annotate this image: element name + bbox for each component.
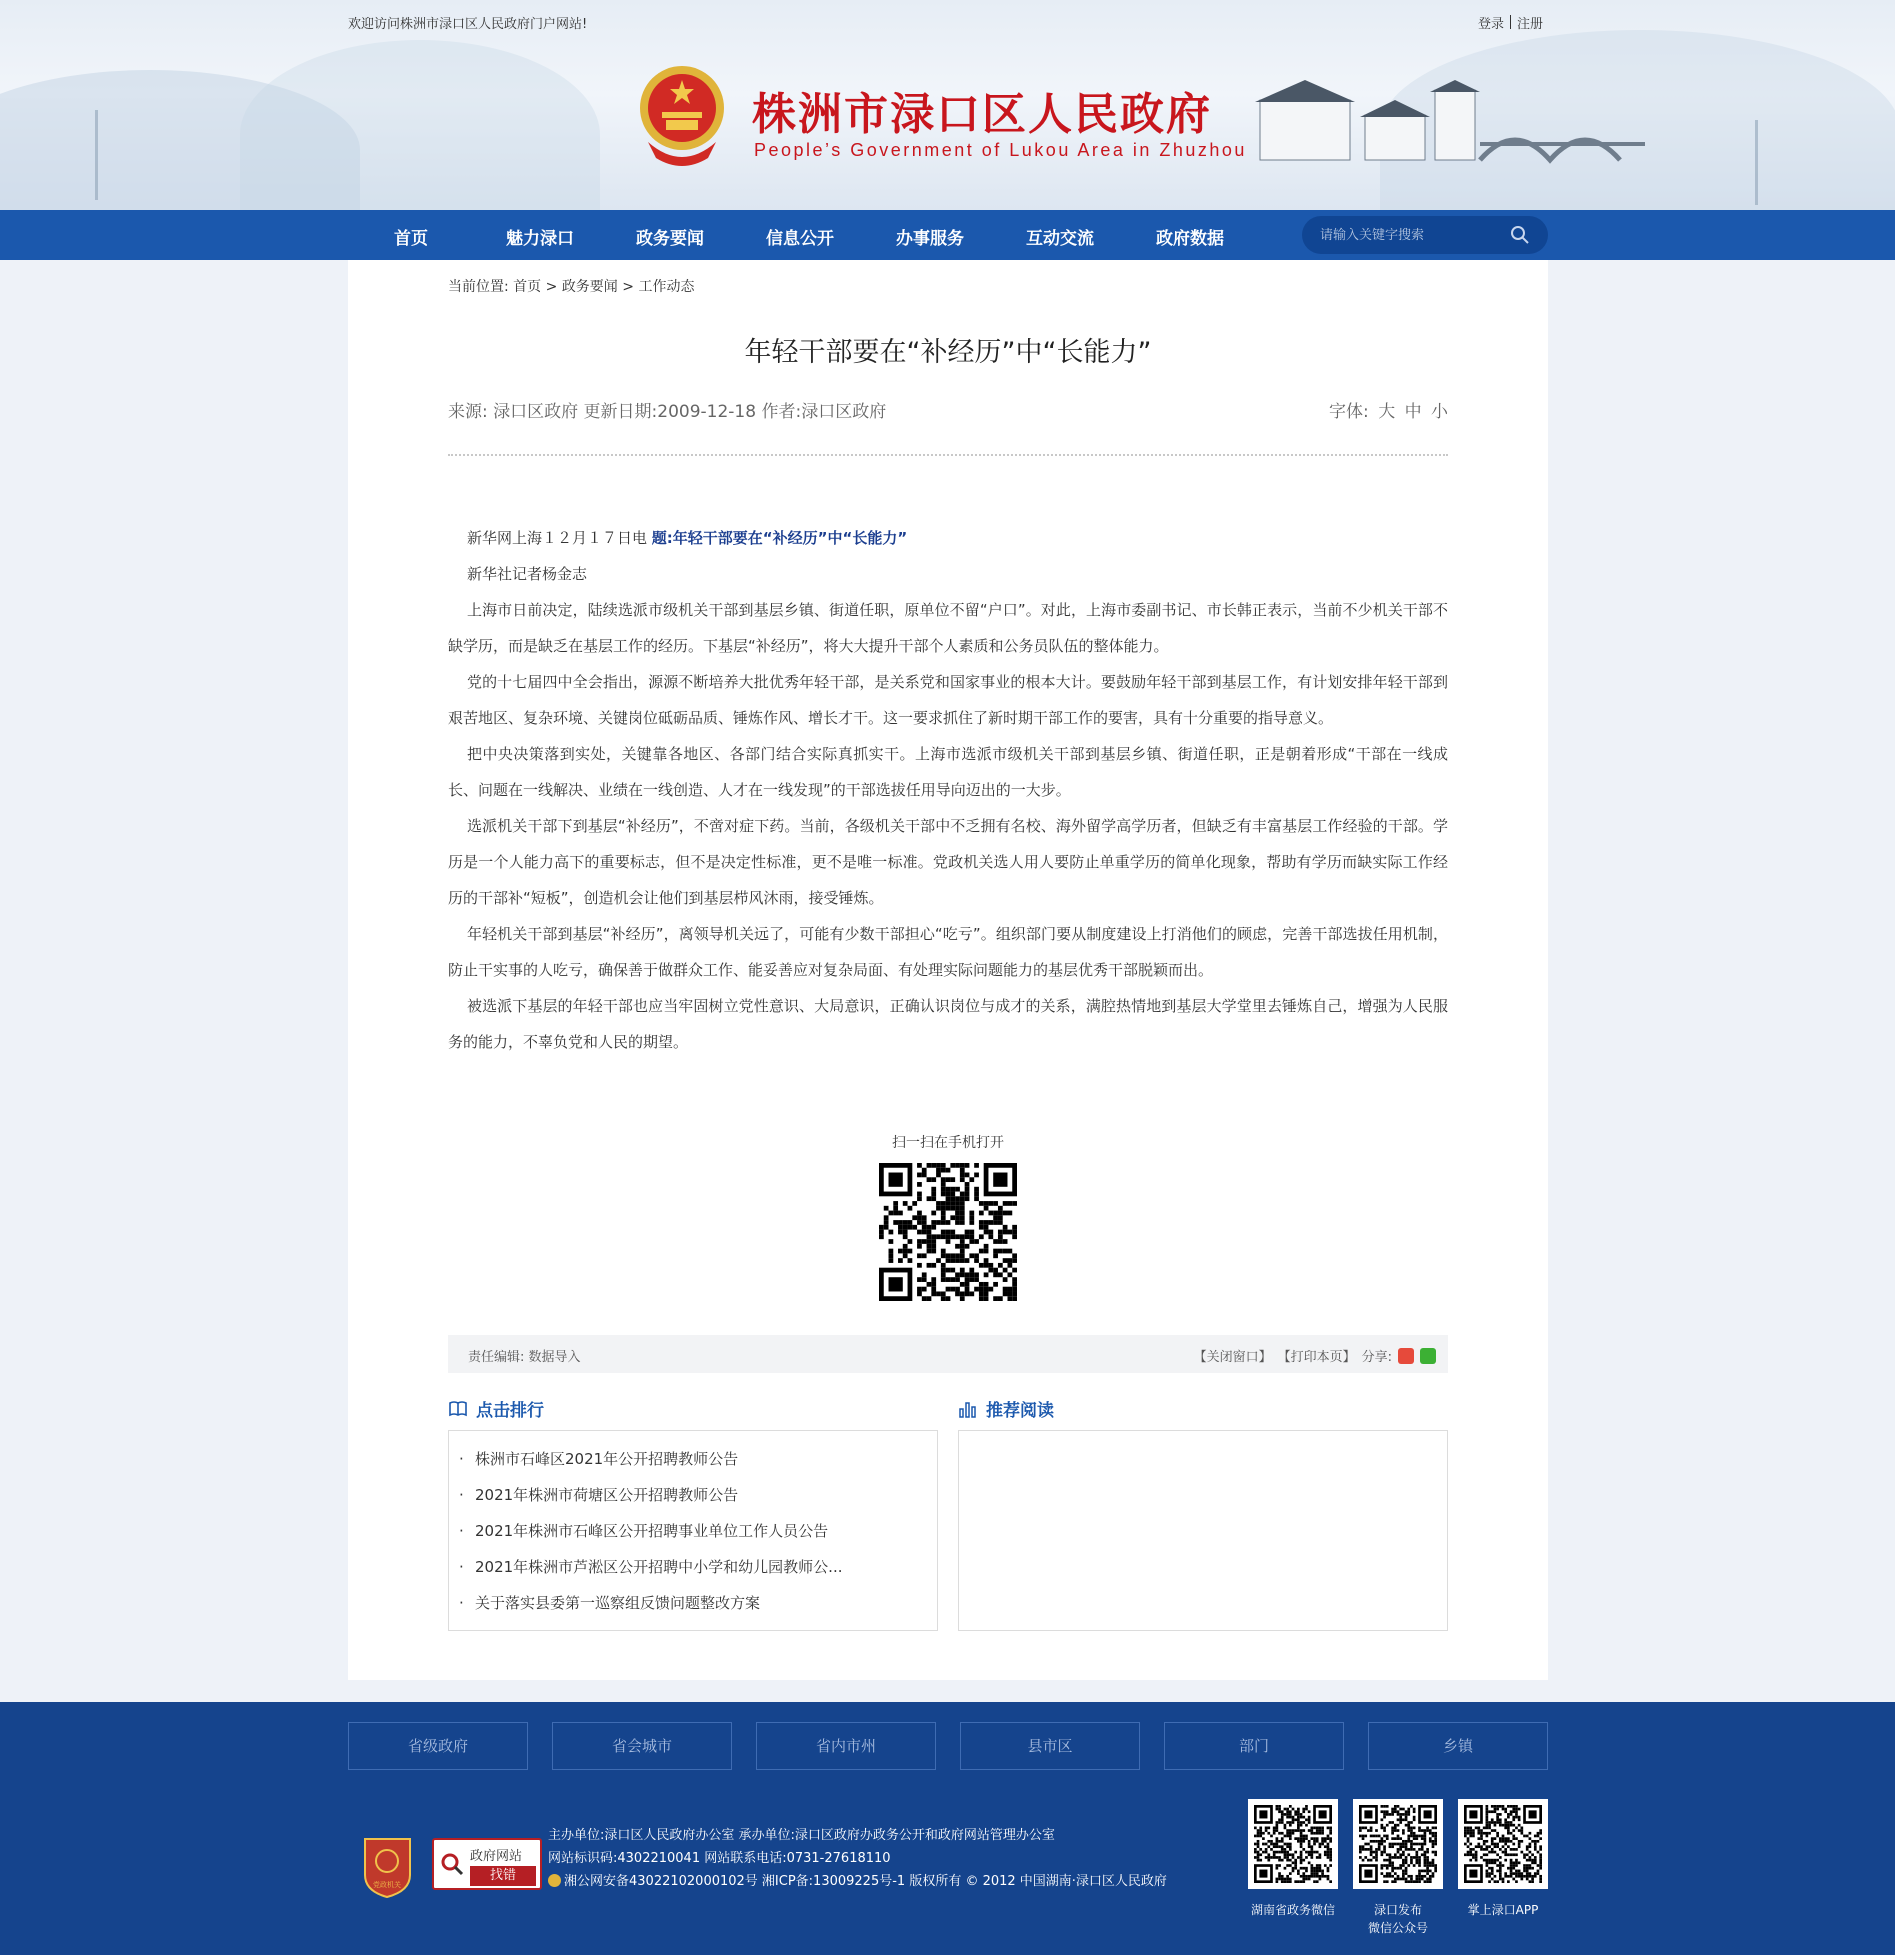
- auth-links: [1478, 13, 1543, 32]
- qr-label-hunan-wechat: 湖南省政务微信: [1250, 1903, 1335, 1917]
- provincial-government-link[interactable]: 省级政府: [348, 1722, 528, 1770]
- rank-panel-header: [448, 1396, 544, 1421]
- font-size-small[interactable]: 小: [1431, 402, 1448, 422]
- share-label: 分享:: [1361, 1350, 1392, 1365]
- welcome-text: 欢迎访问株洲市渌口区人民政府门户网站!: [348, 17, 588, 32]
- close-window-button[interactable]: 【关闭窗口】: [1193, 1350, 1272, 1365]
- login-link[interactable]: 登录: [1477, 17, 1504, 32]
- list-item[interactable]: · 关于落实县委第一巡察组反馈问题整改方案: [459, 1594, 761, 1612]
- article-toolbar: [448, 1335, 1448, 1373]
- qr-code-icon: [1464, 1805, 1542, 1883]
- site-footer: [0, 1702, 1895, 1955]
- recommend-panel-header: [958, 1396, 1054, 1421]
- article-paragraph: 上海市日前决定，陆续选派市级机关干部到基层乡镇、街道任职，原单位不留“户口”。对此，上海市委副书记、市长韩正表示，当前不少机关干部不缺学历，而是缺乏在基层工作的经历。下基层“补经历”，将大大提升干部个人素质和公务员队伍的整体能力。: [448, 601, 1448, 655]
- search-icon[interactable]: [1510, 225, 1530, 245]
- bar-chart-icon: [958, 1400, 978, 1418]
- list-item[interactable]: · 株洲市石峰区2021年公开招聘教师公告: [459, 1450, 739, 1468]
- breadcrumb: [448, 276, 694, 296]
- article-meta: 来源: 渌口区政府 更新日期:2009-12-18 作者:渌口区政府: [448, 402, 887, 422]
- article-paragraph: 年轻机关干部到基层“补经历”，离领导机关远了，可能有少数干部担心“吃亏”。组织部门要从制度建设上打消他们的顾虑，完善干部选拔任用机制，防止干实事的人吃亏，确保善于做群众工作、能妥善应对复杂局面、有处理实际问题能力的基层优秀干部脱颖而出。: [448, 925, 1448, 979]
- nav-government-news[interactable]: 政务要闻: [636, 229, 704, 249]
- font-size-large[interactable]: 大: [1378, 402, 1396, 422]
- weibo-share-icon[interactable]: [1398, 1348, 1414, 1364]
- cities-in-province-link[interactable]: 省内市州: [756, 1722, 936, 1770]
- tree-decoration: [1755, 120, 1758, 205]
- breadcrumb-work-updates[interactable]: 工作动态: [638, 279, 695, 295]
- article-paragraph: 把中央决策落到实处，关键靠各地区、各部门结合实际真抓实干。上海市选派市级机关干部到基层乡镇、街道任职，正是朝着形成“干部在一线成长、问题在一线解决、业绩在一线创造、人才在一线发现”的干部选拔任用导向迈出的一大步。: [448, 745, 1448, 799]
- rank-list: [449, 1431, 937, 1621]
- footer-info: [548, 1824, 1167, 1893]
- site-header: [0, 0, 1895, 210]
- lukou-app-qr: [1458, 1799, 1548, 1889]
- nav-charm-lukou[interactable]: 魅力渌口: [506, 229, 574, 249]
- book-icon: [448, 1400, 468, 1418]
- main-navigation: [0, 210, 1895, 260]
- divider: [1510, 15, 1511, 29]
- hunan-wechat-qr: [1248, 1799, 1338, 1889]
- list-item[interactable]: · 2021年株洲市荷塘区公开招聘教师公告: [459, 1486, 739, 1504]
- qr-code-icon: [1359, 1805, 1437, 1883]
- nav-services[interactable]: 办事服务: [896, 229, 964, 249]
- police-badge-icon: [548, 1874, 561, 1887]
- qr-code-icon: [879, 1163, 1017, 1301]
- lukou-wechat-qr: [1353, 1799, 1443, 1889]
- lead-title: 题:年轻干部要在“补经历”中“长能力”: [651, 529, 908, 547]
- article-paragraph: 选派机关干部下到基层“补经历”，不啻对症下药。当前，各级机关干部中不乏拥有名校、海外留学高学历者，但缺乏有丰富基层工作经验的干部。学历是一个人能力高下的重要标志，但不是决定性标准，更不是唯一标准。党政机关选人用人要防止单重学历的简单化现象，帮助有学历而缺实际工作经历的干部补“短板”，创造机会让他们到基层栉风沐雨，接受锤炼。: [448, 817, 1448, 907]
- magnifier-icon: [440, 1852, 464, 1876]
- breadcrumb-news[interactable]: 政务要闻: [561, 279, 618, 295]
- font-size-medium[interactable]: 中: [1404, 402, 1422, 422]
- rank-panel-title: 点击排行: [476, 1401, 544, 1421]
- departments-link[interactable]: 部门: [1164, 1722, 1344, 1770]
- breadcrumb-separator: >: [622, 279, 634, 295]
- lead-dateline: 新华网上海１２月１７日电: [467, 529, 652, 547]
- divider: [448, 454, 1448, 456]
- website-error-report-button[interactable]: [432, 1838, 542, 1890]
- recommend-panel-title: 推荐阅读: [986, 1401, 1054, 1421]
- list-item[interactable]: · 2021年株洲市石峰区公开招聘事业单位工作人员公告: [459, 1522, 829, 1540]
- article-paragraph: 被选派下基层的年轻干部也应当牢固树立党性意识、大局意识，正确认识岗位与成才的关系，满腔热情地到基层大学堂里去锤炼自己，增强为人民服务的能力，不辜负党和人民的期望。: [448, 997, 1448, 1051]
- site-subtitle: People’s Government of Lukou Area in Zhuzhou: [754, 140, 1247, 160]
- tree-decoration: [95, 110, 98, 200]
- search-input[interactable]: [1320, 225, 1500, 245]
- breadcrumb-home[interactable]: 首页: [513, 279, 542, 295]
- breadcrumb-prefix: 当前位置:: [448, 279, 509, 295]
- recommend-panel: [958, 1430, 1448, 1631]
- responsible-editor: 责任编辑: 数据导入: [468, 1350, 581, 1365]
- site-title: 株洲市渌口区人民政府: [752, 89, 1212, 140]
- list-item[interactable]: · 2021年株洲市芦淞区公开招聘中小学和幼儿园教师公...: [459, 1558, 843, 1576]
- error-badge-top-text: 政府网站: [470, 1849, 523, 1864]
- footer-sponsor: 主办单位:渌口区人民政府办公室 承办单位:渌口区政府办政务公开和政府网站管理办公室: [548, 1828, 1055, 1843]
- footer-copyright: 湘公网安备43022102000102号 湘ICP备:13009225号-1 版权所有 © 2012 中国湖南·渌口区人民政府: [548, 1870, 1167, 1893]
- search-box: [1302, 216, 1548, 254]
- nav-government-data[interactable]: 政府数据: [1156, 229, 1224, 249]
- mountain-decoration: [240, 40, 600, 210]
- wechat-share-icon[interactable]: [1420, 1348, 1436, 1364]
- qr-label: 扫一扫在手机打开: [892, 1135, 1004, 1151]
- article-body: [448, 520, 1448, 1060]
- party-government-badge-icon[interactable]: [360, 1835, 415, 1899]
- breadcrumb-separator: >: [545, 279, 558, 295]
- article-tools: [1194, 1346, 1436, 1365]
- village-illustration: [1250, 80, 1650, 180]
- footer-site-id: 网站标识码:4302210041 网站联系电话:0731-27618110: [548, 1851, 891, 1866]
- nav-information-disclosure[interactable]: 信息公开: [766, 229, 834, 249]
- qr-code-icon: [1254, 1805, 1332, 1883]
- article-paragraph: 党的十七届四中全会指出，源源不断培养大批优秀年轻干部，是关系党和国家事业的根本大计。要鼓励年轻干部到基层工作，有计划安排年轻干部到艰苦地区、复杂环境、关键岗位砥砺品质、锤炼作风、增长才干。这一要求抓住了新时期干部工作的要害，具有十分重要的指导意义。: [448, 673, 1448, 727]
- towns-link[interactable]: 乡镇: [1368, 1722, 1548, 1770]
- qr-label-lukou-app: 掌上渌口APP: [1467, 1903, 1539, 1917]
- national-emblem-icon: [638, 62, 726, 174]
- svg-text:党政机关: 党政机关: [373, 1881, 401, 1889]
- nav-interaction[interactable]: 互动交流: [1026, 229, 1094, 249]
- error-badge-bottom-text: 找错: [470, 1866, 536, 1886]
- qr-label-lukou-wechat: 渌口发布 微信公众号: [1367, 1903, 1428, 1935]
- counties-link[interactable]: 县市区: [960, 1722, 1140, 1770]
- nav-home[interactable]: 首页: [394, 229, 428, 249]
- provincial-capitals-link[interactable]: 省会城市: [552, 1722, 732, 1770]
- article-title: 年轻干部要在“补经历”中“长能力”: [744, 337, 1152, 368]
- article-paragraph: 新华社记者杨金志: [467, 565, 588, 583]
- print-button[interactable]: 【打印本页】: [1277, 1350, 1356, 1365]
- font-size-control: [1329, 397, 1448, 422]
- lead-paragraph: [448, 520, 1448, 556]
- font-size-label: 字体:: [1329, 402, 1369, 422]
- register-link[interactable]: 注册: [1516, 17, 1543, 32]
- rank-panel: [448, 1430, 938, 1631]
- main-content: [348, 260, 1548, 1680]
